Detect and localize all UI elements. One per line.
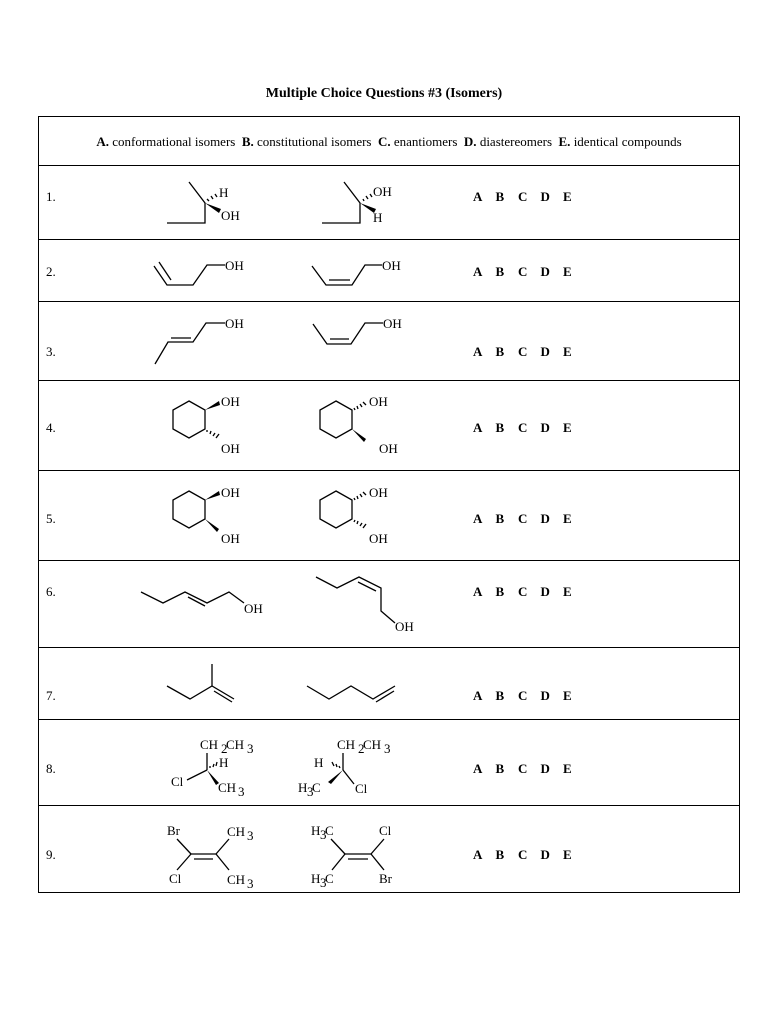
legend-letter-b: B.: [241, 134, 254, 149]
answer-key-legend: [39, 117, 739, 166]
svg-text:H: H: [219, 185, 229, 200]
svg-text:H: H: [314, 755, 324, 770]
choice-b[interactable]: B: [495, 264, 505, 279]
svg-text:H: H: [298, 780, 308, 795]
svg-text:OH: OH: [225, 316, 244, 331]
question-number: 5.: [46, 511, 56, 526]
choice-e[interactable]: E: [563, 688, 572, 703]
svg-text:CH: CH: [200, 737, 219, 752]
structure-pair-9: [39, 806, 739, 892]
question-number: 1.: [46, 189, 56, 204]
choice-a[interactable]: A: [473, 189, 483, 204]
legend-text-b: constitutional isomers: [257, 134, 372, 149]
svg-text:OH: OH: [382, 258, 401, 273]
choice-d[interactable]: D: [540, 511, 550, 526]
question-row-8: [39, 720, 739, 806]
svg-text:OH: OH: [221, 485, 240, 500]
svg-text:Cl: Cl: [171, 774, 184, 789]
svg-text:CH: CH: [218, 780, 237, 795]
svg-text:OH: OH: [395, 619, 414, 634]
svg-text:Br: Br: [379, 871, 392, 886]
svg-text:3: 3: [238, 784, 245, 799]
choice-e[interactable]: E: [563, 511, 572, 526]
svg-text:CH: CH: [363, 737, 382, 752]
svg-text:C: C: [312, 780, 321, 795]
svg-text:OH: OH: [379, 441, 398, 456]
svg-text:OH: OH: [369, 485, 388, 500]
choice-e[interactable]: E: [563, 420, 572, 435]
choice-c[interactable]: C: [518, 264, 528, 279]
legend-letter-c: C.: [377, 134, 391, 149]
svg-text:OH: OH: [369, 394, 388, 409]
svg-text:3: 3: [307, 784, 314, 799]
choice-a[interactable]: A: [473, 688, 483, 703]
svg-text:3: 3: [247, 741, 254, 756]
svg-text:OH: OH: [383, 316, 402, 331]
svg-text:OH: OH: [221, 394, 240, 409]
legend-text-d: diastereomers: [479, 134, 553, 149]
svg-text:Cl: Cl: [379, 823, 392, 838]
question-number: 7.: [46, 688, 56, 703]
question-row-1: [39, 165, 739, 240]
question-number: 3.: [46, 344, 56, 359]
answer-choices: [473, 344, 586, 360]
choice-c[interactable]: C: [518, 688, 528, 703]
choice-e[interactable]: E: [563, 264, 572, 279]
answer-choices: [473, 189, 586, 205]
question-row-5: [39, 471, 739, 561]
structure-pair-8: [39, 720, 739, 806]
legend-text-a: conformational isomers: [112, 134, 236, 149]
choice-a[interactable]: A: [473, 420, 483, 435]
svg-text:3: 3: [320, 875, 327, 890]
svg-text:CH: CH: [227, 872, 246, 887]
svg-text:OH: OH: [369, 531, 388, 546]
choice-d[interactable]: D: [540, 344, 550, 359]
answer-choices: [473, 584, 586, 600]
choice-b[interactable]: B: [495, 420, 505, 435]
choice-c[interactable]: C: [518, 511, 528, 526]
structure-pair-5: [39, 471, 739, 561]
choice-e[interactable]: E: [563, 584, 572, 599]
question-number: 2.: [46, 264, 56, 279]
structure-pair-7: [39, 648, 739, 720]
svg-text:H: H: [219, 755, 229, 770]
svg-text:OH: OH: [221, 531, 240, 546]
choice-d[interactable]: D: [540, 420, 550, 435]
choice-c[interactable]: C: [518, 420, 528, 435]
structure-pair-3: [39, 302, 739, 381]
choice-a[interactable]: A: [473, 511, 483, 526]
svg-text:Cl: Cl: [169, 871, 182, 886]
question-row-9: [39, 806, 739, 892]
answer-choices: [473, 847, 586, 863]
svg-text:3: 3: [247, 876, 254, 891]
choice-b[interactable]: B: [495, 761, 505, 776]
choice-c[interactable]: C: [518, 847, 528, 862]
choice-d[interactable]: D: [540, 688, 550, 703]
question-row-6: [39, 561, 739, 648]
choice-d[interactable]: D: [540, 189, 550, 204]
choice-b[interactable]: B: [495, 189, 505, 204]
page-title: Multiple Choice Questions #3 (Isomers): [265, 86, 503, 101]
choice-b[interactable]: B: [495, 584, 505, 599]
question-number: 4.: [46, 420, 56, 435]
choice-b[interactable]: B: [495, 344, 505, 359]
choice-d[interactable]: D: [540, 847, 550, 862]
question-row-3: [39, 302, 739, 381]
svg-text:OH: OH: [221, 208, 240, 223]
structure-pair-2: [39, 240, 739, 302]
svg-text:OH: OH: [244, 601, 263, 616]
question-table: [38, 116, 740, 893]
svg-text:3: 3: [384, 741, 391, 756]
choice-a[interactable]: A: [473, 761, 483, 776]
svg-text:C: C: [325, 823, 334, 838]
svg-text:OH: OH: [373, 184, 392, 199]
choice-a[interactable]: A: [473, 344, 483, 359]
choice-e[interactable]: E: [563, 847, 572, 862]
structure-pair-6: [39, 561, 739, 648]
choice-a[interactable]: A: [473, 847, 483, 862]
svg-text:Br: Br: [167, 823, 180, 838]
answer-choices: [473, 688, 586, 704]
svg-text:OH: OH: [225, 258, 244, 273]
choice-b[interactable]: B: [495, 688, 505, 703]
legend-letter-d: D.: [463, 134, 477, 149]
legend-letter-e: E.: [558, 134, 571, 149]
choice-a[interactable]: A: [473, 584, 483, 599]
choice-e[interactable]: E: [563, 761, 572, 776]
svg-text:C: C: [325, 871, 334, 886]
choice-b[interactable]: B: [495, 847, 505, 862]
answer-choices: [473, 761, 586, 777]
question-row-7: [39, 648, 739, 720]
svg-text:3: 3: [247, 828, 254, 843]
question-number: 9.: [46, 847, 56, 862]
svg-text:CH: CH: [226, 737, 245, 752]
svg-text:2: 2: [358, 741, 365, 756]
svg-text:H: H: [373, 210, 383, 225]
choice-d[interactable]: D: [540, 761, 550, 776]
structure-pair-4: [39, 381, 739, 471]
answer-choices: [473, 420, 586, 436]
svg-text:CH: CH: [227, 824, 246, 839]
svg-text:2: 2: [221, 741, 228, 756]
legend-text-e: identical compounds: [573, 134, 682, 149]
choice-a[interactable]: A: [473, 264, 483, 279]
svg-text:3: 3: [320, 827, 327, 842]
choice-b[interactable]: B: [495, 511, 505, 526]
choice-e[interactable]: E: [563, 344, 572, 359]
choice-c[interactable]: C: [518, 761, 528, 776]
choice-d[interactable]: D: [540, 264, 550, 279]
question-number: 8.: [46, 761, 56, 776]
choice-d[interactable]: D: [540, 584, 550, 599]
question-row-2: [39, 240, 739, 302]
question-number: 6.: [46, 584, 56, 599]
svg-text:OH: OH: [221, 441, 240, 456]
legend-letter-a: A.: [96, 134, 109, 149]
answer-choices: [473, 264, 586, 280]
svg-text:H: H: [311, 823, 321, 838]
structure-pair-1: [39, 165, 739, 240]
choice-c[interactable]: C: [518, 189, 528, 204]
svg-text:Cl: Cl: [355, 781, 368, 796]
choice-c[interactable]: C: [518, 584, 528, 599]
svg-text:H: H: [311, 871, 321, 886]
choice-c[interactable]: C: [518, 344, 528, 359]
legend-text-c: enantiomers: [393, 134, 458, 149]
svg-text:CH: CH: [337, 737, 356, 752]
question-row-4: [39, 381, 739, 471]
choice-e[interactable]: E: [563, 189, 572, 204]
answer-choices: [473, 511, 586, 527]
